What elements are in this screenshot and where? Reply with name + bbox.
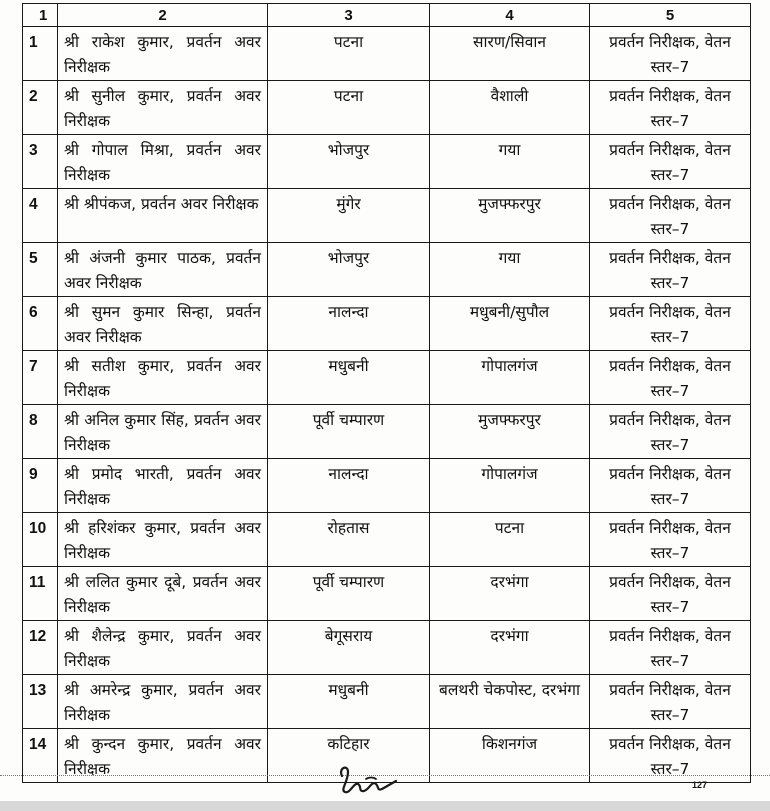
officer-name: श्री सतीश कुमार, प्रवर्तन अवर निरीक्षक bbox=[58, 351, 268, 405]
new-posting: दरभंगा bbox=[430, 567, 590, 621]
header-row bbox=[23, 4, 751, 27]
table-row bbox=[23, 81, 751, 135]
new-posting: मधुबनी/सुपौल bbox=[430, 297, 590, 351]
promoted-post: प्रवर्तन निरीक्षक, वेतन स्तर–7 bbox=[590, 567, 751, 621]
serial-number: 10 bbox=[23, 513, 58, 567]
officer-name: श्री अमरेन्द्र कुमार, प्रवर्तन अवर निरीक्षक bbox=[58, 675, 268, 729]
officer-name: श्री शैलेन्द्र कुमार, प्रवर्तन अवर निरीक्षक bbox=[58, 621, 268, 675]
current-posting: मुंगेर bbox=[268, 189, 430, 243]
new-posting: मुजफ्फरपुर bbox=[430, 405, 590, 459]
promoted-post: प्रवर्तन निरीक्षक, वेतन स्तर–7 bbox=[590, 243, 751, 297]
new-posting: गोपालगंज bbox=[430, 351, 590, 405]
promoted-post: प्रवर्तन निरीक्षक, वेतन स्तर–7 bbox=[590, 405, 751, 459]
promoted-post: प्रवर्तन निरीक्षक, वेतन स्तर–7 bbox=[590, 513, 751, 567]
officer-name: श्री श्रीपंकज, प्रवर्तन अवर निरीक्षक bbox=[58, 189, 268, 243]
scan-edge bbox=[0, 801, 770, 811]
current-posting: पूर्वी चम्पारण bbox=[268, 567, 430, 621]
new-posting: सारण/सिवान bbox=[430, 27, 590, 81]
table-row bbox=[23, 297, 751, 351]
new-posting: किशनगंज bbox=[430, 729, 590, 783]
serial-number: 4 bbox=[23, 189, 58, 243]
serial-number: 12 bbox=[23, 621, 58, 675]
promoted-post: प्रवर्तन निरीक्षक, वेतन स्तर–7 bbox=[590, 27, 751, 81]
officer-name: श्री अंजनी कुमार पाठक, प्रवर्तन अवर निरीक्षक bbox=[58, 243, 268, 297]
new-posting: मुजफ्फरपुर bbox=[430, 189, 590, 243]
table-row bbox=[23, 459, 751, 513]
current-posting: भोजपुर bbox=[268, 243, 430, 297]
current-posting: कटिहार bbox=[268, 729, 430, 783]
serial-number: 5 bbox=[23, 243, 58, 297]
promoted-post: प्रवर्तन निरीक्षक, वेतन स्तर–7 bbox=[590, 297, 751, 351]
officer-name: श्री अनिल कुमार सिंह, प्रवर्तन अवर निरीक्षक bbox=[58, 405, 268, 459]
current-posting: रोहतास bbox=[268, 513, 430, 567]
promoted-post: प्रवर्तन निरीक्षक, वेतन स्तर–7 bbox=[590, 675, 751, 729]
new-posting: वैशाली bbox=[430, 81, 590, 135]
officer-name: श्री कुन्दन कुमार, प्रवर्तन अवर निरीक्षक bbox=[58, 729, 268, 783]
officer-name: श्री सुनील कुमार, प्रवर्तन अवर निरीक्षक bbox=[58, 81, 268, 135]
column-header-4: 4 bbox=[430, 4, 590, 27]
table-row bbox=[23, 243, 751, 297]
table-row bbox=[23, 351, 751, 405]
table-row bbox=[23, 189, 751, 243]
new-posting: बलथरी चेकपोस्ट, दरभंगा bbox=[430, 675, 590, 729]
new-posting: गया bbox=[430, 135, 590, 189]
serial-number: 13 bbox=[23, 675, 58, 729]
new-posting: गया bbox=[430, 243, 590, 297]
table-row bbox=[23, 135, 751, 189]
table-row bbox=[23, 513, 751, 567]
new-posting: पटना bbox=[430, 513, 590, 567]
officer-name: श्री सुमन कुमार सिन्हा, प्रवर्तन अवर निरीक्षक bbox=[58, 297, 268, 351]
promoted-post: प्रवर्तन निरीक्षक, वेतन स्तर–7 bbox=[590, 351, 751, 405]
current-posting: नालन्दा bbox=[268, 297, 430, 351]
promoted-post: प्रवर्तन निरीक्षक, वेतन स्तर–7 bbox=[590, 81, 751, 135]
transfer-table bbox=[22, 3, 751, 783]
serial-number: 2 bbox=[23, 81, 58, 135]
promoted-post: प्रवर्तन निरीक्षक, वेतन स्तर–7 bbox=[590, 621, 751, 675]
current-posting: पटना bbox=[268, 81, 430, 135]
promoted-post: प्रवर्तन निरीक्षक, वेतन स्तर–7 bbox=[590, 729, 751, 783]
current-posting: बेगूसराय bbox=[268, 621, 430, 675]
officer-name: श्री ललित कुमार दूबे, प्रवर्तन अवर निरीक्षक bbox=[58, 567, 268, 621]
serial-number: 1 bbox=[23, 27, 58, 81]
current-posting: मधुबनी bbox=[268, 675, 430, 729]
officer-name: श्री राकेश कुमार, प्रवर्तन अवर निरीक्षक bbox=[58, 27, 268, 81]
promoted-post: प्रवर्तन निरीक्षक, वेतन स्तर–7 bbox=[590, 135, 751, 189]
table-row bbox=[23, 405, 751, 459]
serial-number: 6 bbox=[23, 297, 58, 351]
column-header-2: 2 bbox=[58, 4, 268, 27]
page-number: 127 bbox=[692, 780, 708, 790]
officer-name: श्री प्रमोद भारती, प्रवर्तन अवर निरीक्षक bbox=[58, 459, 268, 513]
serial-number: 9 bbox=[23, 459, 58, 513]
current-posting: पूर्वी चम्पारण bbox=[268, 405, 430, 459]
table-row bbox=[23, 27, 751, 81]
current-posting: नालन्दा bbox=[268, 459, 430, 513]
serial-number: 3 bbox=[23, 135, 58, 189]
new-posting: गोपालगंज bbox=[430, 459, 590, 513]
current-posting: मधुबनी bbox=[268, 351, 430, 405]
serial-number: 8 bbox=[23, 405, 58, 459]
serial-number: 7 bbox=[23, 351, 58, 405]
current-posting: भोजपुर bbox=[268, 135, 430, 189]
table-row bbox=[23, 621, 751, 675]
serial-number: 11 bbox=[23, 567, 58, 621]
promoted-post: प्रवर्तन निरीक्षक, वेतन स्तर–7 bbox=[590, 189, 751, 243]
officer-name: श्री गोपाल मिश्रा, प्रवर्तन अवर निरीक्षक bbox=[58, 135, 268, 189]
column-header-3: 3 bbox=[268, 4, 430, 27]
table-row bbox=[23, 675, 751, 729]
signature-icon bbox=[336, 762, 400, 796]
promoted-post: प्रवर्तन निरीक्षक, वेतन स्तर–7 bbox=[590, 459, 751, 513]
officer-name: श्री हरिशंकर कुमार, प्रवर्तन अवर निरीक्षक bbox=[58, 513, 268, 567]
serial-number: 14 bbox=[23, 729, 58, 783]
new-posting: दरभंगा bbox=[430, 621, 590, 675]
current-posting: पटना bbox=[268, 27, 430, 81]
column-header-1: 1 bbox=[23, 4, 58, 27]
table-row bbox=[23, 567, 751, 621]
column-header-5: 5 bbox=[590, 4, 751, 27]
